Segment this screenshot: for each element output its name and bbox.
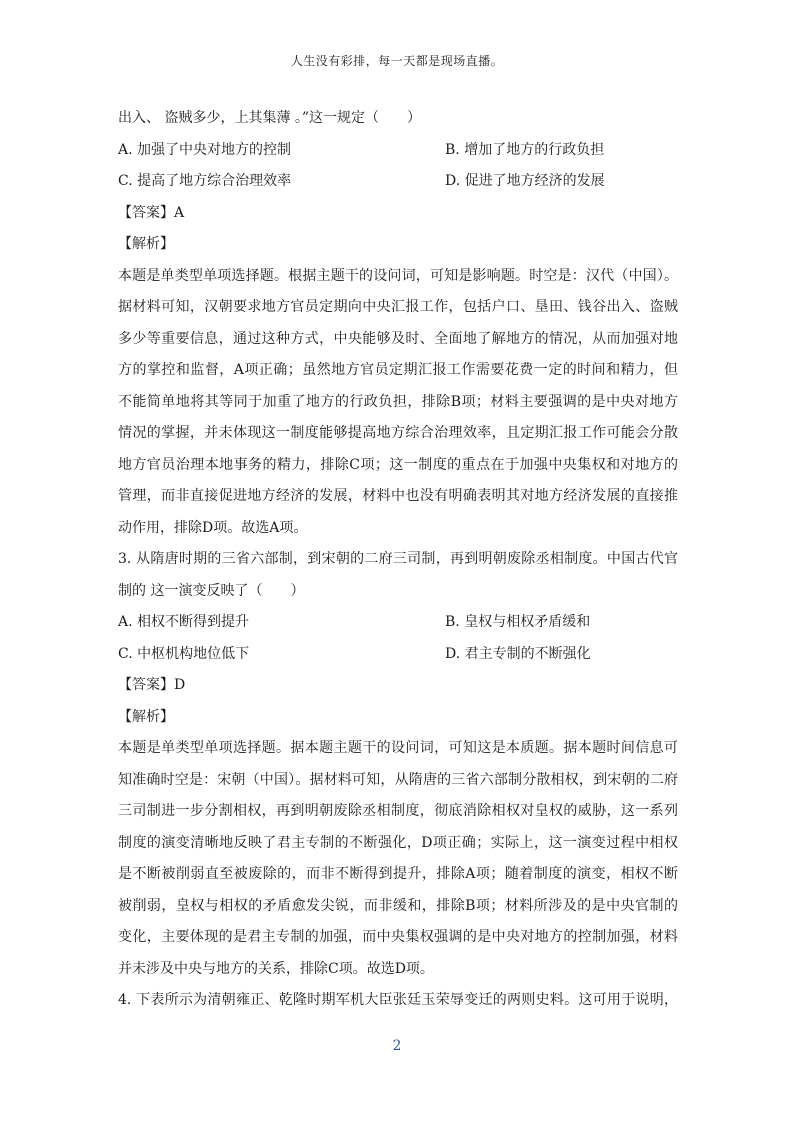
q2-analysis xyxy=(118,261,678,545)
q4-stem: 4. 下表所示为清朝雍正、乾隆时期军机大臣张廷玉荣辱变迁的两则史料。这可用于说明， xyxy=(118,992,678,1008)
analysis-line: 并未涉及中央与地方的关系，排除C项。故选D项。 xyxy=(118,960,434,977)
q2-answer: 【答案】A xyxy=(118,204,185,221)
q3-answer: 【答案】D xyxy=(118,677,186,693)
q2-option-c: C. 提高了地方综合治理效率 xyxy=(118,173,292,189)
q3-option-b: B. 皇权与相权矛盾缓和 xyxy=(445,614,591,630)
analysis-line: 知准确时空是：宋朝（中国）。据材料可知，从隋唐的三省六部制分散相权，到宋朝的二府 xyxy=(118,771,678,788)
analysis-line: 管理，而非直接促进地方经济的发展，材料中也没有明确表明其对地方经济发展的直接推 xyxy=(118,488,678,504)
q2-option-a: A. 加强了中央对地方的控制 xyxy=(118,141,292,158)
q2-options-row-1 xyxy=(118,135,678,167)
analysis-line: 情况的掌握，并未体现这一制度能够提高地方综合治理效率，且定期汇报工作可能会分散 xyxy=(118,425,678,441)
analysis-line: 制度的演变清晰地反映了君主专制的不断强化，D项正确；实际上，这一演变过程中相权 xyxy=(118,834,678,851)
page-number: 2 xyxy=(392,1038,402,1054)
analysis-line: 多少等重要信息，通过这种方式，中央能够及时、全面地了解地方的情况，从而加强对地 xyxy=(118,330,678,347)
q3-options-row-2 xyxy=(118,639,678,671)
q3-option-d: D. 君主专制的不断强化 xyxy=(445,645,591,662)
analysis-line: 是不断被削弱直至被废除的，而非不断得到提升，排除A项；随着制度的演变，相权不断 xyxy=(118,866,678,882)
q3-options-row-1 xyxy=(118,607,678,639)
analysis-line: 不能简单地将其等同于加重了地方的行政负担，排除B项；材料主要强调的是中央对地方 xyxy=(118,393,678,410)
analysis-line: 方的掌控和监督，A项正确；虽然地方官员定期汇报工作需要花费一定的时间和精力，但 xyxy=(118,362,678,378)
analysis-line: 三司制进一步分割相权，再到明朝废除丞相制度，彻底消除相权对皇权的威胁，这一系列 xyxy=(118,803,678,819)
q2-options-row-2 xyxy=(118,166,678,198)
q2-analysis-title: 【解析】 xyxy=(118,236,174,252)
q3-analysis-title: 【解析】 xyxy=(118,708,174,725)
q2-option-d: D. 促进了地方经济的发展 xyxy=(445,173,605,189)
page-header: 人生没有彩排，每一天都是现场直播。 xyxy=(290,54,504,68)
analysis-line: 本题是单类型单项选择题。根据主题干的设问词，可知是影响题。时空是：汉代（中国）。 xyxy=(118,267,678,284)
q3-option-a: A. 相权不断得到提升 xyxy=(118,614,250,630)
q3-stem-line-2: 制的 这一演变反映了（ ） xyxy=(118,582,305,599)
analysis-line: 地方官员治理本地事务的精力，排除C项；这一制度的重点在于加强中央集权和对地方的 xyxy=(118,456,678,473)
q2-stem-tail: 出入、 盗贼多少，上其集薄 。”这一规定（ ） xyxy=(118,110,422,126)
page-content xyxy=(118,103,678,1017)
analysis-line: 据材料可知，汉朝要求地方官员定期向中央汇报工作，包括户口、垦田、钱谷出入、盗贼 xyxy=(118,299,678,315)
q2-option-b: B. 增加了地方的行政负担 xyxy=(445,141,605,158)
q3-analysis xyxy=(118,733,678,985)
analysis-line: 本题是单类型单项选择题。据本题主题干的设问词，可知这是本质题。据本题时间信息可 xyxy=(118,740,678,756)
q3-option-c: C. 中枢机构地位低下 xyxy=(118,645,250,662)
analysis-line: 动作用，排除D项。故选A项。 xyxy=(118,519,308,536)
analysis-line: 变化，主要体现的是君主专制的加强，而中央集权强调的是中央对地方的控制加强，材料 xyxy=(118,929,678,945)
q3-stem-line-1: 3. 从隋唐时期的三省六部制，到宋朝的二府三司制，再到明朝废除丞相制度。中国古代官 xyxy=(118,551,678,567)
analysis-line: 被削弱，皇权与相权的矛盾愈发尖锐，而非缓和，排除B项；材料所涉及的是中央官制的 xyxy=(118,897,678,914)
